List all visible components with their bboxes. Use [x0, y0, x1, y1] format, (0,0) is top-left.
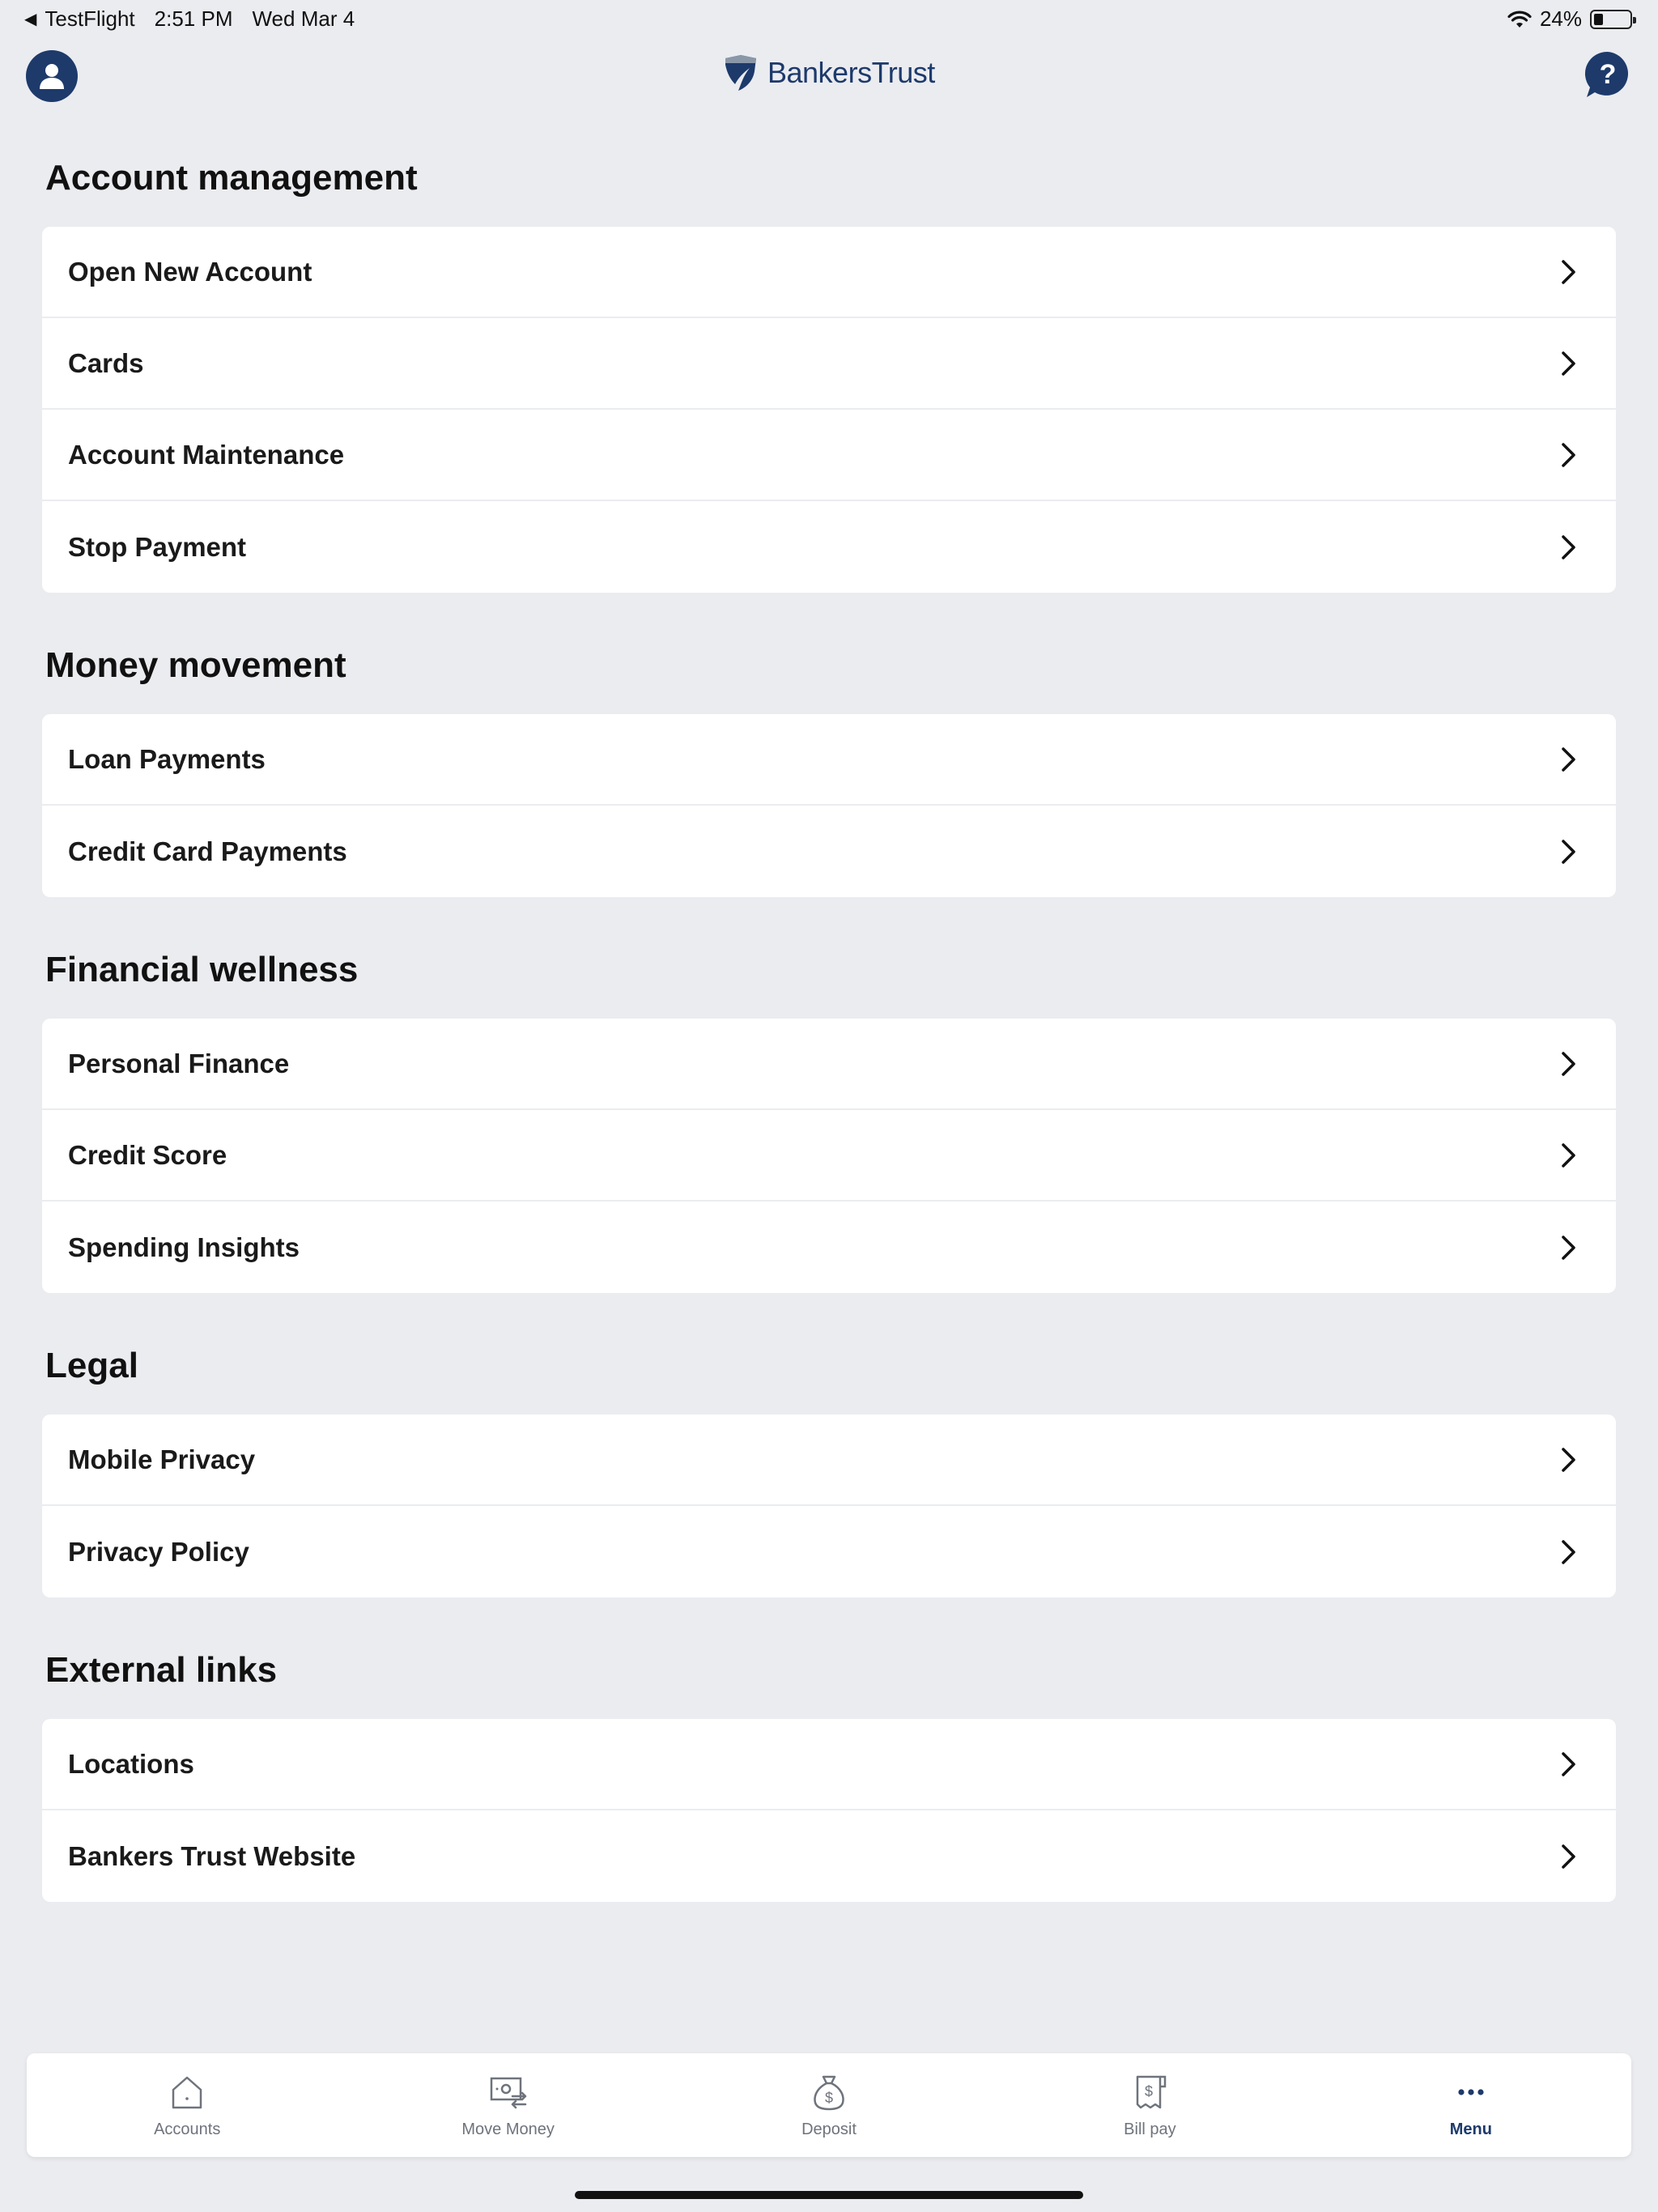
- menu-item-cards[interactable]: [42, 318, 1616, 410]
- section-title-money-movement: Money movement: [45, 645, 346, 685]
- menu-item-mobile-privacy[interactable]: [42, 1414, 1616, 1506]
- menu-item-label: Credit Score: [68, 1139, 227, 1170]
- section-title-account-management: Account management: [45, 158, 418, 198]
- tab-accounts[interactable]: [27, 2053, 347, 2157]
- menu-content: [42, 154, 1616, 1950]
- menu-item-label: Account Maintenance: [68, 439, 345, 470]
- menu-item-credit-score[interactable]: [42, 1110, 1616, 1202]
- menu-item-label: Loan Payments: [68, 743, 266, 774]
- svg-text:$: $: [825, 2089, 834, 2106]
- menu-item-label: Mobile Privacy: [68, 1444, 256, 1474]
- brand-logo: [722, 53, 935, 92]
- home-icon: [167, 2072, 207, 2112]
- back-app-label[interactable]: TestFlight: [45, 6, 135, 31]
- menu-item-spending-insights[interactable]: [42, 1202, 1616, 1293]
- bottom-tab-bar: [27, 2053, 1631, 2157]
- shield-logo-icon: [722, 53, 759, 92]
- tab-bill-pay[interactable]: [989, 2053, 1310, 2157]
- chevron-right-icon: [1556, 838, 1580, 866]
- chevron-right-icon: [1556, 1234, 1580, 1261]
- menu-item-label: Privacy Policy: [68, 1536, 249, 1567]
- menu-item-label: Locations: [68, 1748, 194, 1779]
- svg-text:?: ?: [1599, 59, 1617, 90]
- chevron-right-icon: [1556, 1050, 1580, 1078]
- section-title-legal: Legal: [45, 1346, 138, 1385]
- chevron-right-icon: [1556, 1538, 1580, 1566]
- chevron-right-icon: [1556, 1843, 1580, 1870]
- section-title-external-links: External links: [45, 1650, 278, 1690]
- menu-item-locations[interactable]: [42, 1719, 1616, 1810]
- menu-item-privacy-policy[interactable]: [42, 1506, 1616, 1597]
- svg-text:$: $: [1145, 2082, 1154, 2099]
- money-bag-icon: [809, 2072, 849, 2112]
- help-chat-icon[interactable]: [1584, 50, 1632, 99]
- section-title-financial-wellness: Financial wellness: [45, 950, 359, 989]
- menu-item-label: Credit Card Payments: [68, 836, 347, 866]
- money-movement-card: [42, 714, 1616, 897]
- tab-label: Menu: [1449, 2120, 1492, 2138]
- tab-label: Deposit: [801, 2120, 857, 2138]
- battery-icon: [1590, 10, 1632, 29]
- menu-item-label: Open New Account: [68, 256, 312, 287]
- money-transfer-icon: [488, 2072, 529, 2112]
- menu-item-label: Personal Finance: [68, 1048, 290, 1078]
- menu-item-loan-payments[interactable]: [42, 714, 1616, 806]
- menu-item-credit-card-payments[interactable]: [42, 806, 1616, 897]
- tab-label: Bill pay: [1124, 2120, 1176, 2138]
- menu-item-bankers-trust-website[interactable]: [42, 1810, 1616, 1902]
- external-links-card: [42, 1719, 1616, 1902]
- bill-icon: [1129, 2072, 1170, 2112]
- menu-item-open-new-account[interactable]: [42, 227, 1616, 318]
- account-management-card: [42, 227, 1616, 593]
- status-bar: [0, 0, 1658, 39]
- user-icon: [36, 60, 68, 92]
- chevron-right-icon: [1556, 258, 1580, 286]
- tab-label: Accounts: [154, 2120, 221, 2138]
- wifi-icon: [1507, 10, 1532, 29]
- status-left: [24, 6, 355, 32]
- logo-text: BankersTrust: [767, 56, 935, 89]
- menu-item-account-maintenance[interactable]: [42, 410, 1616, 501]
- menu-item-stop-payment[interactable]: [42, 501, 1616, 593]
- app-header: [0, 39, 1658, 112]
- chevron-right-icon: [1556, 534, 1580, 561]
- chevron-right-icon: [1556, 746, 1580, 773]
- menu-item-label: Stop Payment: [68, 531, 247, 562]
- battery-percent: 24%: [1539, 6, 1582, 31]
- tab-menu[interactable]: [1311, 2053, 1631, 2157]
- tab-label: Move Money: [461, 2120, 555, 2138]
- tab-move-money[interactable]: [347, 2053, 668, 2157]
- tab-deposit[interactable]: [669, 2053, 989, 2157]
- menu-item-personal-finance[interactable]: [42, 1019, 1616, 1110]
- menu-item-label: Cards: [68, 347, 144, 378]
- chevron-right-icon: [1556, 1142, 1580, 1169]
- financial-wellness-card: [42, 1019, 1616, 1293]
- chevron-right-icon: [1556, 441, 1580, 469]
- profile-button[interactable]: [26, 50, 78, 102]
- chevron-right-icon: [1556, 1750, 1580, 1778]
- chevron-right-icon: [1556, 1446, 1580, 1474]
- home-indicator[interactable]: [575, 2191, 1083, 2199]
- menu-item-label: Bankers Trust Website: [68, 1840, 356, 1871]
- back-arrow-icon[interactable]: ◀: [24, 11, 37, 28]
- more-dots-icon: [1451, 2072, 1491, 2112]
- chevron-right-icon: [1556, 350, 1580, 377]
- status-date: Wed Mar 4: [252, 6, 355, 31]
- legal-card: [42, 1414, 1616, 1597]
- menu-item-label: Spending Insights: [68, 1231, 300, 1262]
- status-time: 2:51 PM: [154, 6, 233, 31]
- status-right: [1507, 6, 1632, 32]
